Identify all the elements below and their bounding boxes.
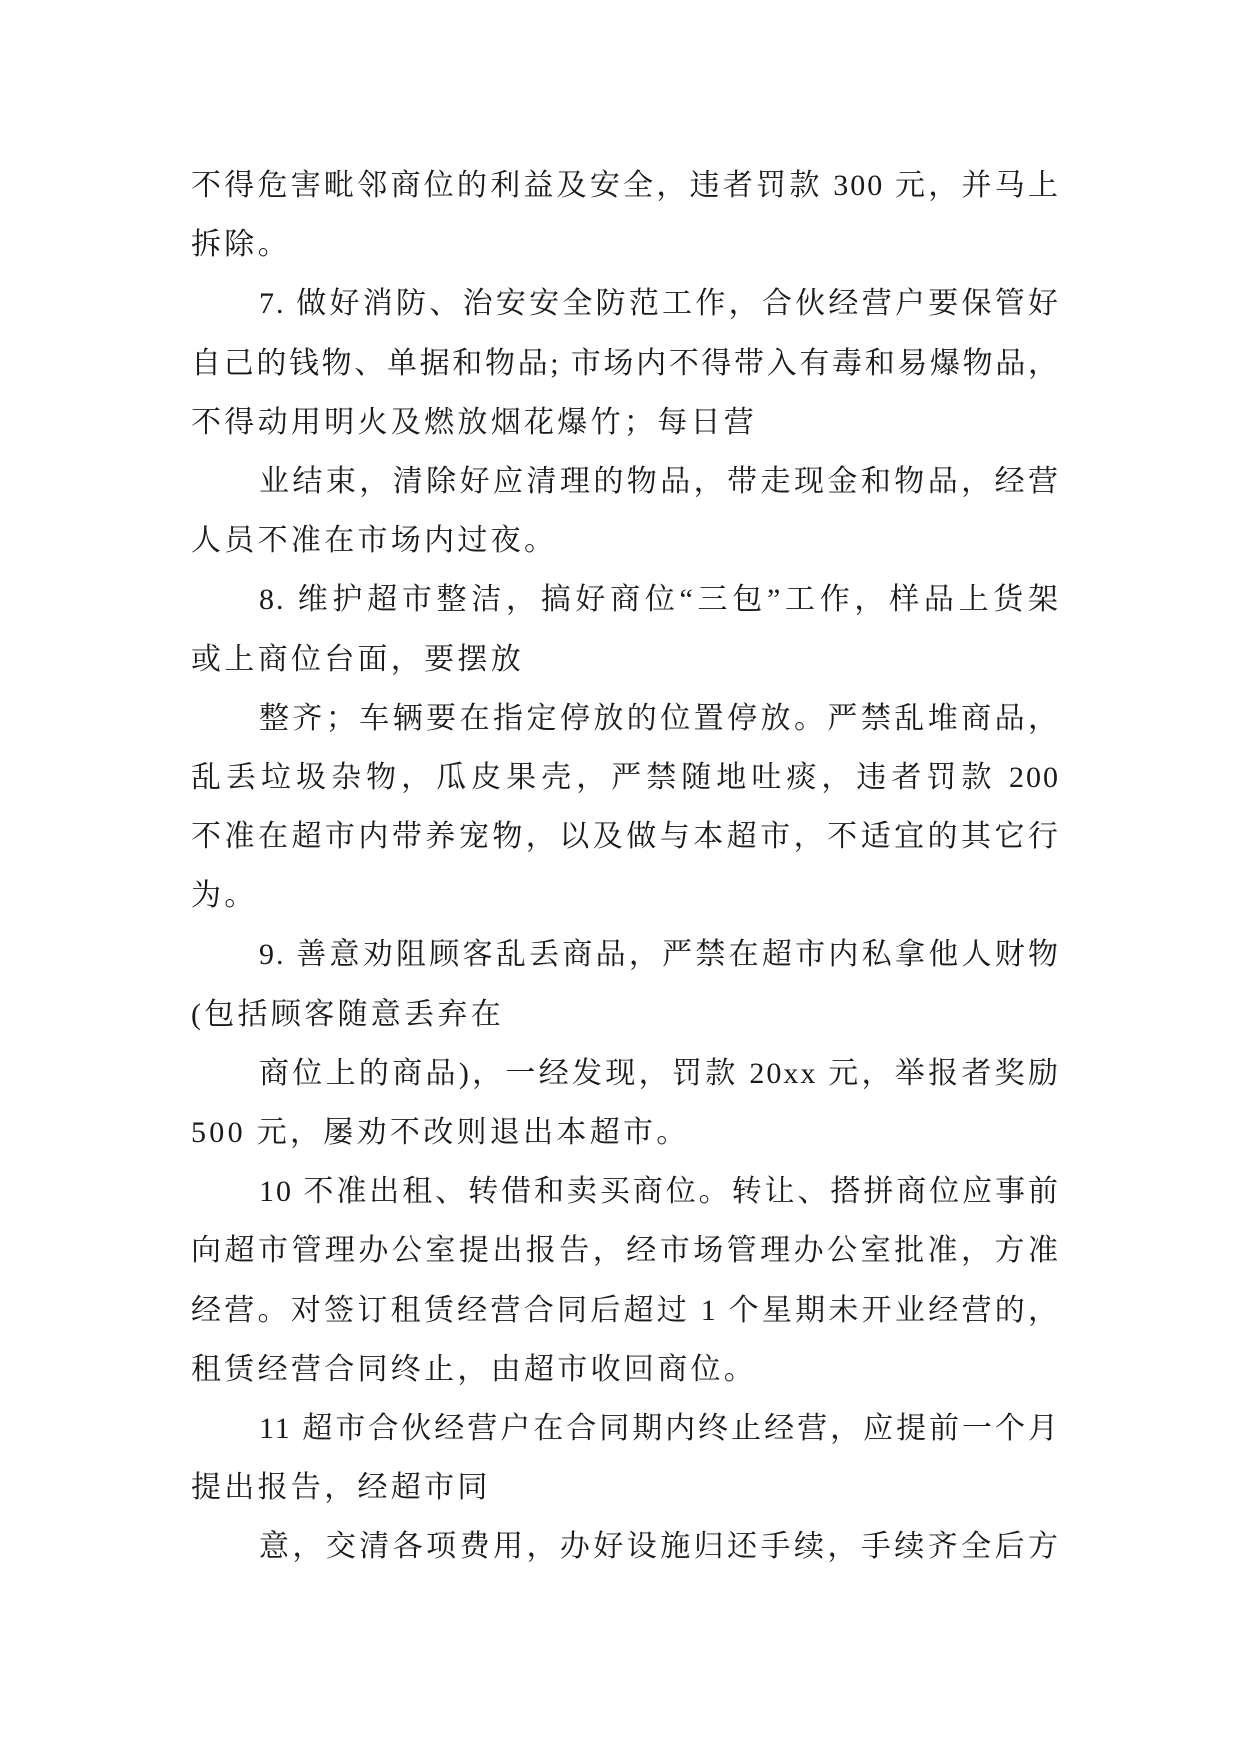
document-line: 不得危害毗邻商位的利益及安全，违者罚款 300 元，并马上: [191, 169, 1060, 202]
document-line: 业结束，清除好应清理的物品，带走现金和物品，经营: [259, 464, 1060, 498]
document-line: 乱丢垃圾杂物，瓜皮果壳，严禁随地吐痰，违者罚款 200: [191, 760, 1060, 794]
document-line: 或上商位台面，要摆放: [191, 642, 524, 676]
document-line: 经营。对签订租赁经营合同后超过 1 个星期未开业经营的，: [191, 1293, 1060, 1327]
document-line: 7. 做好消防、治安安全防范工作，合伙经营户要保管好: [259, 287, 1060, 321]
document-line: 人员不准在市场内过夜。: [191, 524, 558, 558]
document-line: 向超市管理办公室提出报告，经市场管理办公室批准，方准: [191, 1234, 1060, 1268]
document-line: 商位上的商品)，一经发现，罚款 20xx 元，举报者奖励: [259, 1056, 1060, 1090]
document-line: 500 元，屡劝不改则退出本超市。: [191, 1116, 690, 1149]
document-line: 整齐；车辆要在指定停放的位置停放。严禁乱堆商品，: [259, 701, 1060, 735]
document-line: 不得动用明火及燃放烟花爆竹；每日营: [191, 405, 758, 439]
document-line: 8. 维护超市整洁，搞好商位“三包”工作，样品上货架: [259, 583, 1060, 617]
document-line: 10 不准出租、转借和卖买商位。转让、搭拼商位应事前: [259, 1175, 1060, 1209]
document-line: 拆除。: [191, 228, 291, 262]
document-line: 意，交清各项费用，办好设施归还手续，手续齐全后方: [259, 1530, 1060, 1564]
document-body: [191, 156, 1061, 1577]
document-line: 提出报告，经超市同: [191, 1471, 491, 1505]
document-line: (包括顾客随意丢弃在: [191, 997, 504, 1031]
document-line: 11 超市合伙经营户在合同期内终止经营，应提前一个月: [259, 1411, 1060, 1445]
document-line: 不准在超市内带养宠物，以及做与本超市，不适宜的其它行: [191, 820, 1060, 854]
document-line: 9. 善意劝阻顾客乱丢商品，严禁在超市内私拿他人财物: [259, 938, 1060, 972]
document-line: 租赁经营合同终止，由超市收回商位。: [191, 1352, 758, 1386]
document-line: 为。: [191, 879, 258, 913]
document-line: 自己的钱物、单据和物品; 市场内不得带入有毒和易爆物品，: [191, 346, 1060, 380]
